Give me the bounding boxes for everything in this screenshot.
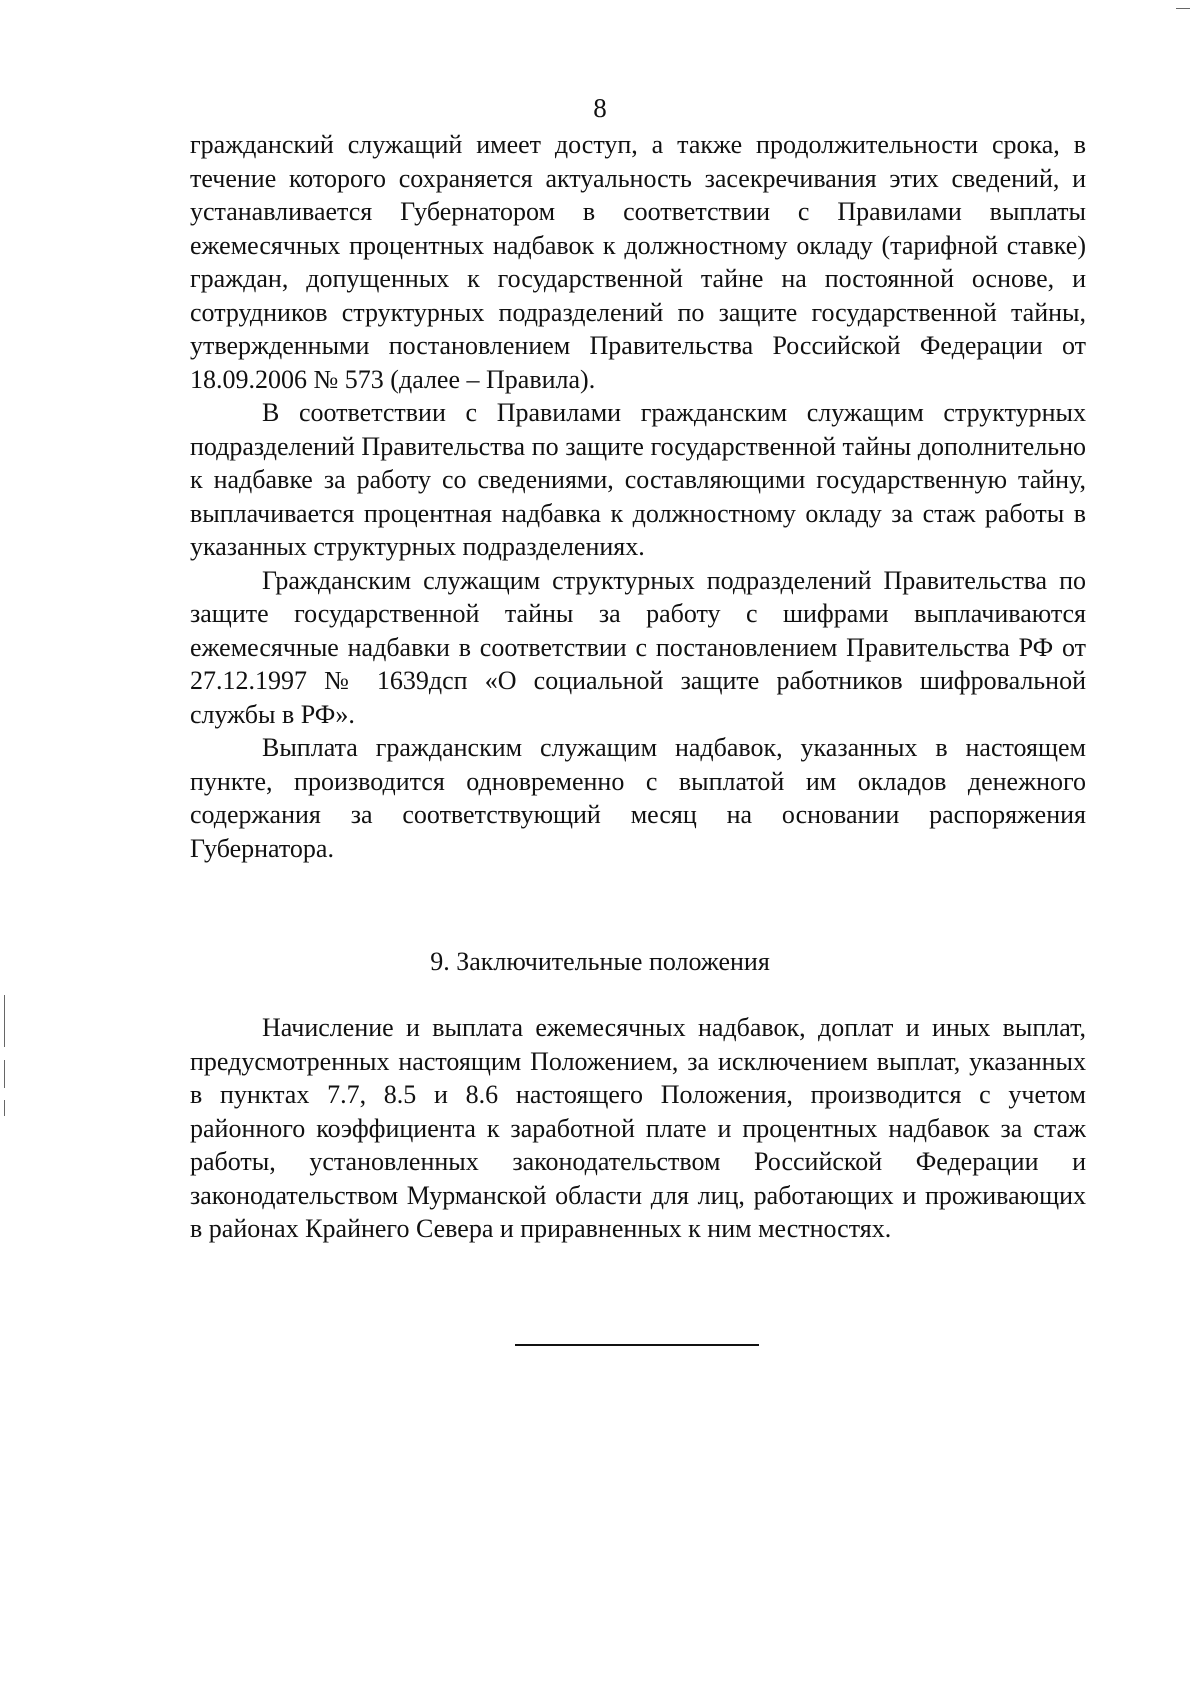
body-text-top [190, 128, 1086, 865]
scan-artifact-line [4, 995, 5, 1047]
paragraph-payment-timing: Выплата гражданским служащим надбавок, указанных в настоящем пункте, производится одновременно с выплатой им окладов денежного содержания за соответствующий месяц на основании распоряжения Губернатора. [190, 733, 1086, 863]
page-number: 8 [593, 93, 607, 123]
end-of-document-rule [515, 1344, 759, 1346]
paragraph-final-provisions: Начисление и выплата ежемесячных надбавок, доплат и иных выплат, предусмотренных настоящим Положением, за исключением выплат, указанных в пунктах 7.7, 8.5 и 8.6 настоящего Положения, производится с учетом районного коэффициента к заработной плате и процентных надбавок за стаж работы, установленных законодательством Российской Федерации и законодательством Мурманской области для лиц, работающих и проживающих в районах Крайнего Севера и приравненных к ним местностях. [190, 1013, 1086, 1243]
scan-artifact-mark [1176, 8, 1190, 9]
body-text-final [190, 1011, 1086, 1246]
scan-artifact-line [4, 1100, 5, 1116]
paragraph-continuation: гражданский служащий имеет доступ, а также продолжительности срока, в течение которого сохраняется актуальность засекречивания этих сведений, и устанавливается Губернатором в соответствии с Правилами выплаты ежемесячных процентных надбавок к должностному окладу (тарифной ставке) граждан, допущенных к государственной тайне на постоянной основе, и сотрудников структурных подразделений по защите государственной тайны, утвержденными постановлением Правительства Российской Федерации от 18.09.2006 № 573 (далее – Правила). [190, 130, 1086, 394]
section-heading: 9. Заключительные положения [430, 947, 770, 976]
paragraph-rules-allowance: В соответствии с Правилами гражданским служащим структурных подразделений Правительства по защите государственной тайны дополнительно к надбавке за работу со сведениями, составляющими государственную тайну, выплачивается процентная надбавка к должностному окладу за стаж работы в указанных структурных подразделениях. [190, 398, 1086, 561]
paragraph-cipher-allowance: Гражданским служащим структурных подразделений Правительства по защите государственной тайны за работу с шифрами выплачиваются ежемесячные надбавки в соответствии с постановлением Правительства РФ от 27.12.1997 № 1639дсп «О социальной защите работников шифровальной службы в РФ». [190, 565, 1086, 729]
scan-artifact-line [4, 1060, 5, 1088]
